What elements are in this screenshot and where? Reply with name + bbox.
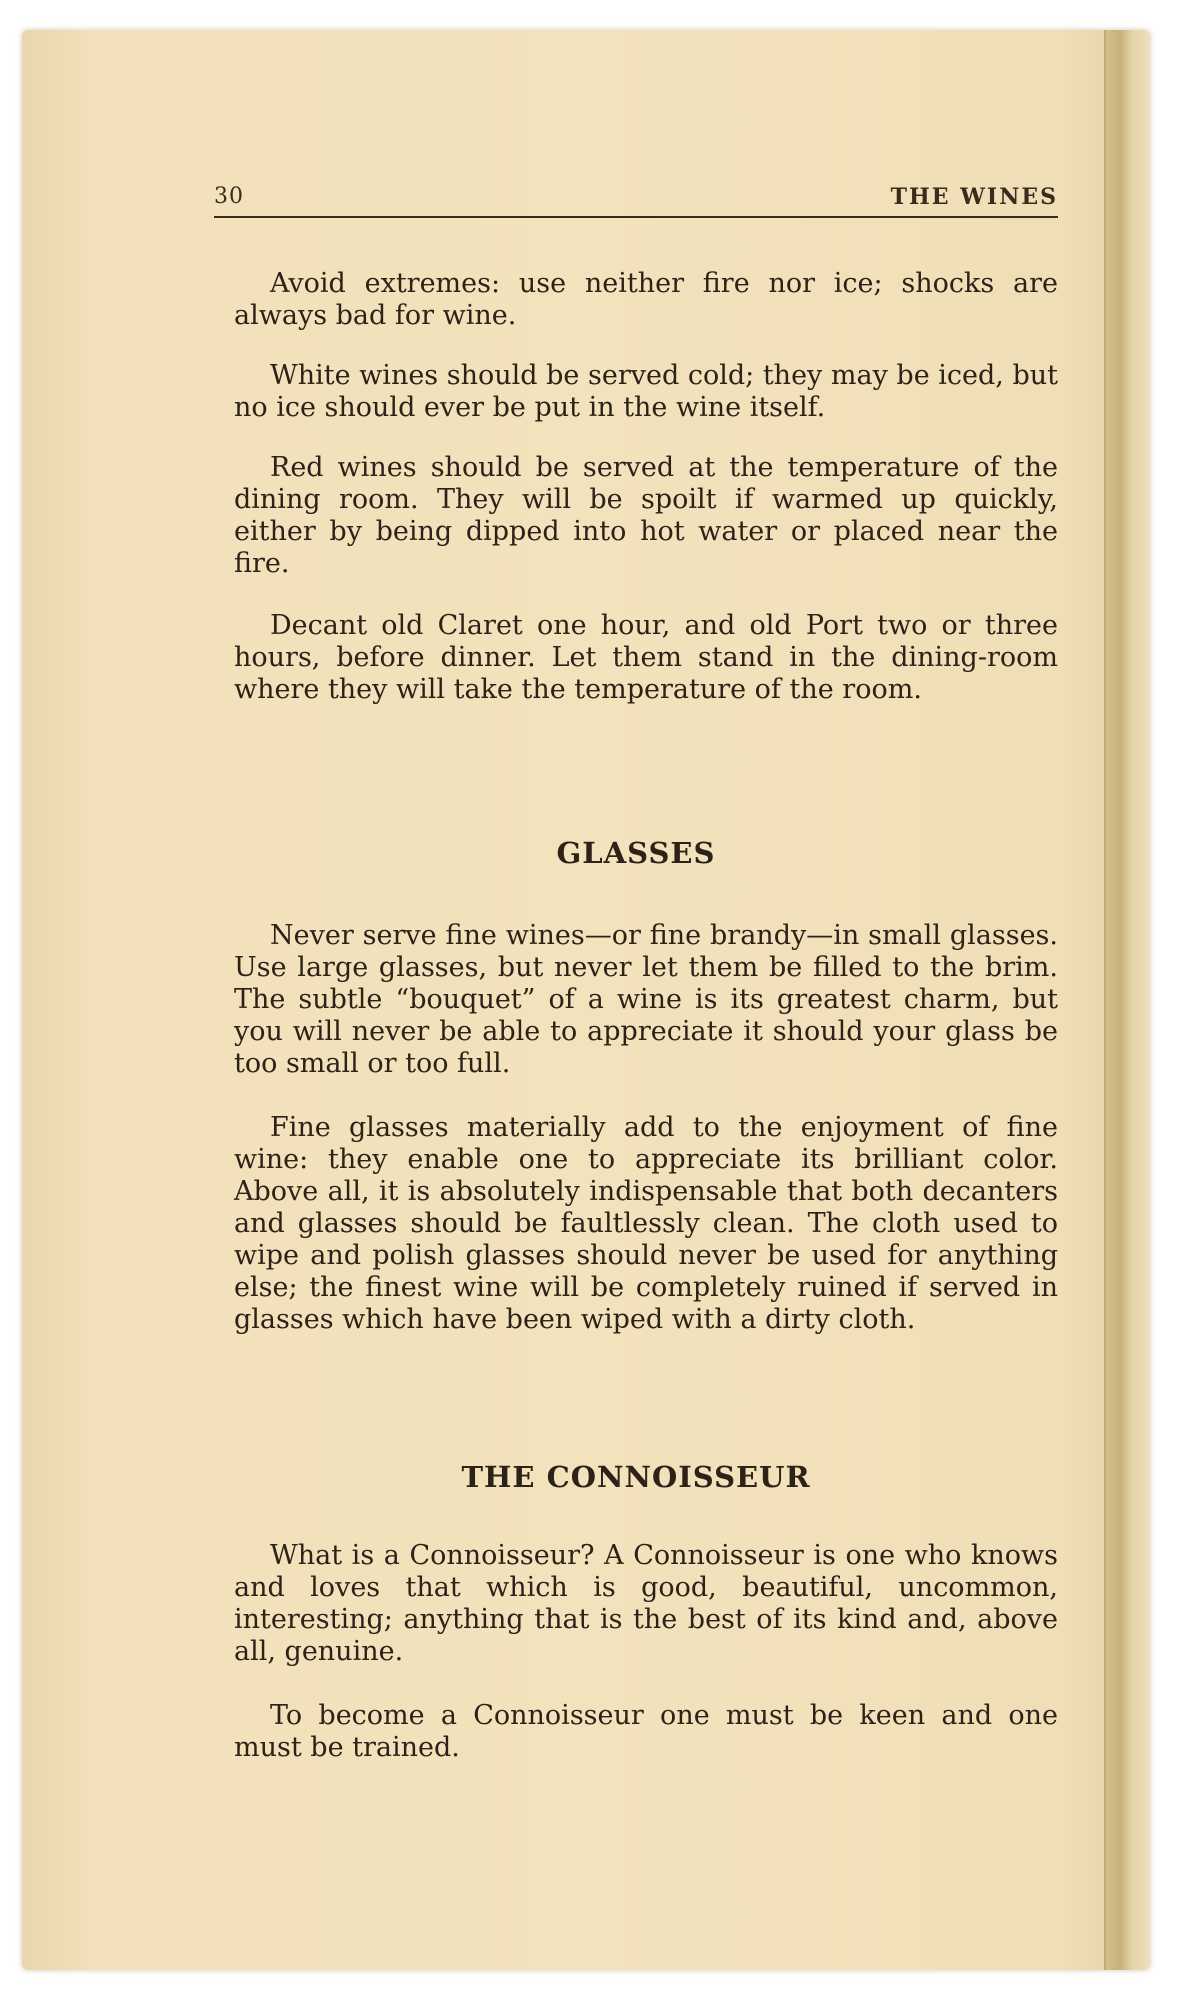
- paragraph-decant: Decant old Claret one hour, and old Port two or three hours, before dinner. Let them stand in the dining-room where they will take the temperature of the room.: [234, 610, 1058, 705]
- page-number: 30: [214, 184, 244, 209]
- heading-glasses: GLASSES: [556, 836, 716, 870]
- page-edge-line: [1104, 30, 1106, 1970]
- header-rule: [214, 216, 1058, 218]
- paragraph-white-wines: White wines should be served cold; they may be iced, but no ice should ever be put in the wine itself.: [234, 360, 1058, 423]
- page-edge-gutter: [1104, 30, 1150, 1970]
- paragraph-avoid-extremes: Avoid extremes: use neither fire nor ice; shocks are always bad for wine.: [234, 268, 1058, 331]
- paragraph-red-wines: Red wines should be served at the temperature of the dining room. They will be spoilt if warmed up quickly, either by being dipped into hot water or placed near the fire.: [234, 452, 1058, 579]
- heading-connoisseur: THE CONNOISSEUR: [461, 1460, 811, 1494]
- paragraph-never-serve: Never serve fine wines—or fine brandy—in small glasses. Use large glasses, but never let them be filled to the brim. The subtle “bouquet” of a wine is its greatest charm, but you will never be able to appreciate it should your glass be too small or too full.: [234, 920, 1058, 1079]
- running-title: THE WINES: [890, 184, 1058, 210]
- paragraph-what-is-connoisseur: What is a Connoisseur? A Connoisseur is one who knows and loves that which is good, beautiful, uncommon, interesting; anything that is the best of its kind and, above all, genuine.: [234, 1540, 1058, 1667]
- running-head: [214, 180, 1058, 220]
- paragraph-become-connoisseur: To become a Connoisseur one must be keen and one must be trained.: [234, 1700, 1058, 1763]
- paragraph-fine-glasses: Fine glasses materially add to the enjoyment of fine wine: they enable one to appreciate its brilliant color. Above all, it is absolutely indispensable that both decanters and glasses should be faultlessly clean. The cloth used to wipe and polish glasses should never be used for anything else; the finest wine will be completely ruined if served in glasses which have been wiped with a dirty cloth.: [234, 1112, 1058, 1335]
